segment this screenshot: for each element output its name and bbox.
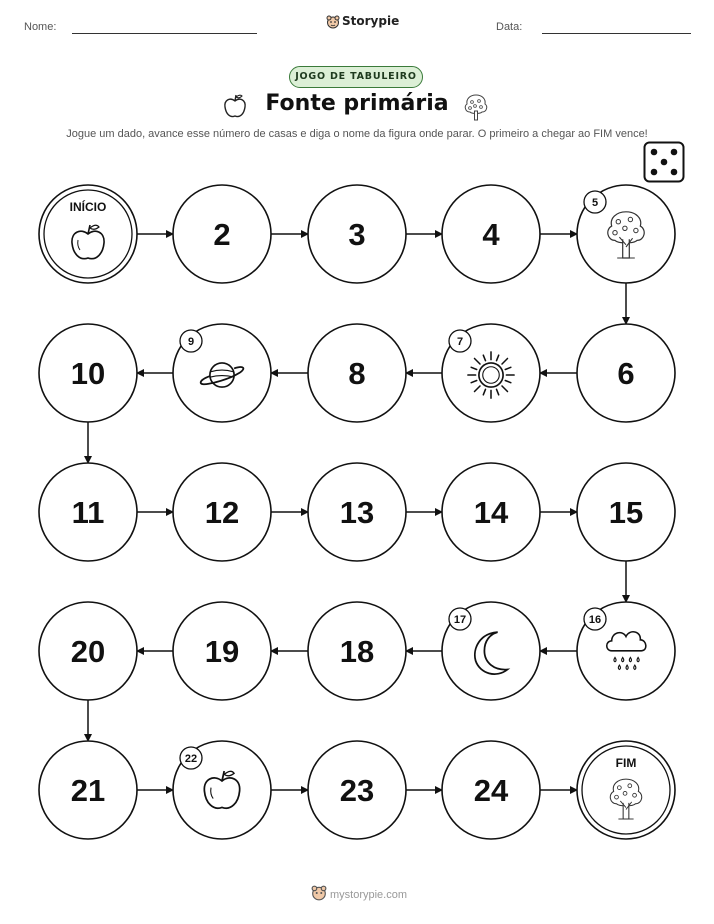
board-square-24: [442, 741, 540, 839]
sun-icon: [468, 352, 514, 398]
date-label: Data:: [496, 21, 523, 33]
board-square-10: [39, 324, 137, 422]
board-square-11: [39, 463, 137, 561]
board-square-9: [173, 324, 271, 422]
board-square-7: [442, 324, 540, 422]
square-number: 21: [70, 773, 106, 808]
square-number: 23: [339, 773, 375, 808]
board-square-12: [173, 463, 271, 561]
board-square-15: [577, 463, 675, 561]
square-number: 3: [348, 217, 366, 252]
footer-logo-icon: [311, 885, 327, 901]
square-number: 13: [339, 495, 375, 530]
board-square-1: [39, 185, 137, 283]
board-square-17: [442, 602, 540, 700]
square-number: 10: [70, 356, 106, 391]
board-square-21: [39, 741, 137, 839]
board-square-8: [308, 324, 406, 422]
square-number: 2: [213, 217, 231, 252]
square-number: 4: [482, 217, 500, 252]
board-square-23: [308, 741, 406, 839]
board-square-5: [577, 185, 675, 283]
square-number: 6: [617, 356, 635, 391]
footer-url: mystorypie.com: [330, 889, 408, 901]
board-square-20: [39, 602, 137, 700]
category-badge: JOGO DE TABULEIRO: [289, 66, 423, 88]
end-label: FIM: [615, 756, 637, 770]
square-number: 24: [473, 773, 509, 808]
square-number-label: 5: [591, 197, 599, 209]
square-number-label: 7: [456, 336, 464, 348]
board-square-18: [308, 602, 406, 700]
brand-name: Storypie: [342, 14, 400, 28]
board-square-22: [173, 741, 271, 839]
square-number-label: 22: [184, 753, 198, 765]
board-square-6: [577, 324, 675, 422]
page-title: Fonte primária: [265, 91, 449, 116]
board-square-3: [308, 185, 406, 283]
instructions: Jogue um dado, avance esse número de casas e diga o nome da figura onde parar. O primeiro a chegar ao FIM vence!: [66, 128, 648, 140]
square-number-label: 9: [187, 336, 195, 348]
name-label: Nome:: [24, 21, 57, 33]
square-number: 11: [71, 495, 105, 530]
board-square-13: [308, 463, 406, 561]
square-number: 15: [608, 495, 644, 530]
start-label: INÍCIO: [69, 200, 107, 214]
board-square-19: [173, 602, 271, 700]
board-square-2: [173, 185, 271, 283]
board-square-14: [442, 463, 540, 561]
board-square-4: [442, 185, 540, 283]
square-number: 18: [339, 634, 375, 669]
square-number-label: 17: [453, 614, 467, 626]
square-number: 12: [204, 495, 240, 530]
square-number: 8: [348, 356, 366, 391]
square-number-label: 16: [588, 614, 602, 626]
board-square-25: [577, 741, 675, 839]
square-number: 19: [204, 634, 240, 669]
board-squares: [39, 185, 675, 839]
square-number: 14: [473, 495, 509, 530]
square-number: 20: [70, 634, 106, 669]
board-square-16: [577, 602, 675, 700]
